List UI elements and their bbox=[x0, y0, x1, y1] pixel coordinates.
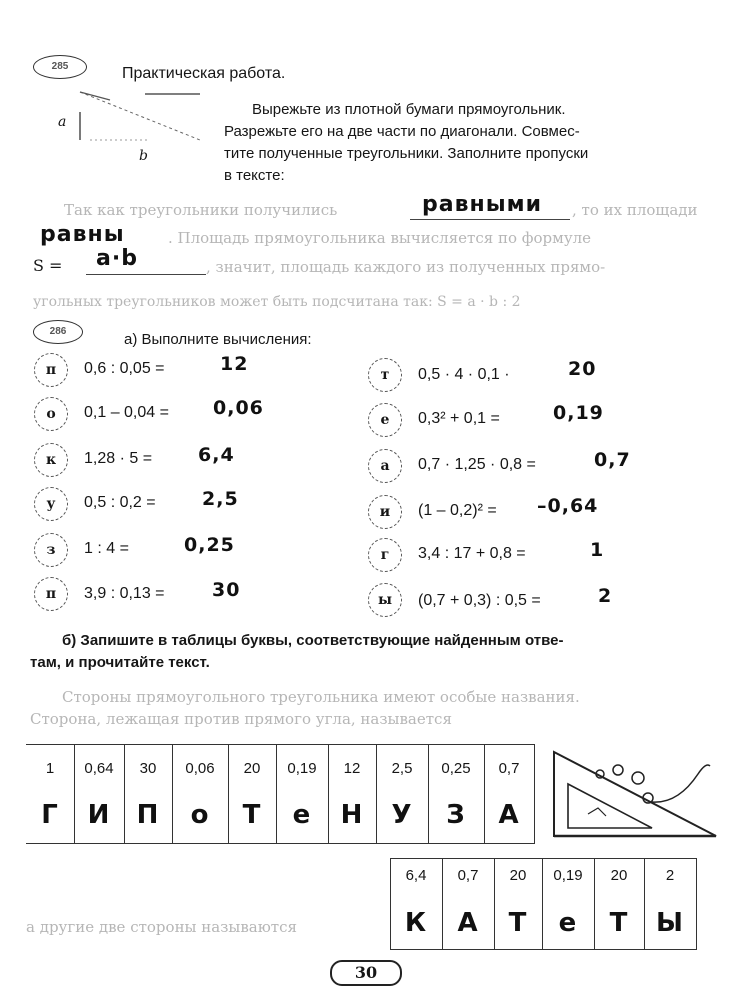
rectangle-diagram bbox=[50, 80, 220, 170]
answer: –0,64 bbox=[537, 495, 599, 517]
table-number: 12 bbox=[343, 760, 361, 777]
text-b-line-3: а другие две стороны называются bbox=[26, 918, 297, 936]
letter-badge: у bbox=[34, 487, 68, 521]
table-letter: А bbox=[457, 908, 479, 938]
table-number: 0,64 bbox=[84, 760, 114, 777]
part-b-line-1: б) Запишите в таблицы буквы, соответствующие найденным отве- bbox=[62, 632, 564, 649]
table-line bbox=[26, 843, 534, 844]
answer: 0,06 bbox=[213, 397, 264, 419]
expression: 3,4 : 17 + 0,8 = bbox=[418, 545, 526, 562]
page-number: 30 bbox=[354, 963, 378, 982]
letter-badge: г bbox=[368, 538, 402, 572]
table-letter: е bbox=[558, 908, 578, 938]
table-letter: Т bbox=[242, 800, 262, 830]
table-number: 2 bbox=[665, 867, 675, 884]
table-divider bbox=[534, 744, 535, 844]
letter-badge: к bbox=[34, 443, 68, 477]
instruction-line-1: Вырежьте из плотной бумаги прямоугольник. bbox=[252, 101, 566, 118]
answer-formula: a·b bbox=[96, 246, 138, 271]
text-b-line-1: Стороны прямоугольного треугольника имеют особые названия. bbox=[62, 688, 580, 706]
table-number: 0,7 bbox=[498, 760, 520, 777]
task-number: 285 bbox=[51, 61, 69, 72]
answer: 2 bbox=[598, 585, 613, 607]
expression: 1,28 · 5 = bbox=[84, 450, 153, 467]
instruction-line-2: Разрежьте его на две части по диагонали. Совмес- bbox=[224, 123, 580, 140]
set-square-illustration bbox=[548, 744, 724, 840]
answer: 0,25 bbox=[184, 534, 235, 556]
table-number: 1 bbox=[45, 760, 55, 777]
table-number: 20 bbox=[243, 760, 261, 777]
table-number: 2,5 bbox=[391, 760, 413, 777]
table-letter: А bbox=[498, 800, 520, 830]
table-letter: е bbox=[292, 800, 312, 830]
answer: 12 bbox=[220, 353, 249, 375]
table-divider bbox=[696, 858, 697, 950]
letter-badge: ы bbox=[368, 583, 402, 617]
expression: 3,9 : 0,13 = bbox=[84, 585, 165, 602]
fill-text-line-4: угольных треугольников может быть подсчитана так: S = a · b : 2 bbox=[33, 294, 521, 310]
table-line bbox=[390, 949, 696, 950]
table-number: 30 bbox=[139, 760, 157, 777]
expression: 1 : 4 = bbox=[84, 540, 129, 557]
table-letter: З bbox=[446, 800, 466, 830]
fill-text-line-1-end: , то их площади bbox=[572, 201, 698, 219]
fill-text-line-3: , значит, площадь каждого из полученных прямо- bbox=[206, 258, 606, 276]
side-a-label: a bbox=[58, 114, 67, 130]
fill-text-line-1: Так как треугольники получились bbox=[64, 201, 338, 219]
table-letter: И bbox=[87, 800, 111, 830]
expression: 0,5 · 4 · 0,1 · bbox=[418, 366, 510, 383]
table-number: 0,7 bbox=[457, 867, 479, 884]
table-letter: о bbox=[190, 800, 210, 830]
answer: 2,5 bbox=[202, 488, 239, 510]
table-number: 20 bbox=[610, 867, 628, 884]
blank-line bbox=[410, 219, 570, 220]
fill-text-line-2: . Площадь прямоугольника вычисляется по формуле bbox=[168, 229, 592, 247]
part-a-heading: а) Выполните вычисления: bbox=[124, 331, 312, 348]
side-b-label: b bbox=[139, 148, 148, 164]
page-number-badge bbox=[330, 960, 402, 986]
letter-badge: п bbox=[34, 577, 68, 611]
expression: 0,3² + 0,1 = bbox=[418, 410, 500, 427]
table-letter: Т bbox=[609, 908, 629, 938]
table-letter: У bbox=[391, 800, 413, 830]
table-number: 0,25 bbox=[441, 760, 471, 777]
letter-badge: о bbox=[34, 397, 68, 431]
letter-badge: и bbox=[368, 495, 402, 529]
table-number: 0,19 bbox=[553, 867, 583, 884]
text-b-line-2: Сторона, лежащая против прямого угла, называется bbox=[30, 710, 452, 728]
letter-badge: а bbox=[368, 449, 402, 483]
answer-equal-triangles: равными bbox=[422, 192, 543, 217]
table-letter: Т bbox=[508, 908, 528, 938]
answer-equal-areas: равны bbox=[40, 222, 125, 247]
instruction-line-3: тите полученные треугольники. Заполните пропуски bbox=[224, 145, 589, 162]
answer: 0,7 bbox=[594, 449, 631, 471]
answer: 1 bbox=[590, 539, 605, 561]
answer: 6,4 bbox=[198, 444, 235, 466]
part-b-line-2: там, и прочитайте текст. bbox=[30, 654, 210, 671]
table-line bbox=[26, 744, 534, 745]
table-letter: Г bbox=[41, 800, 59, 830]
formula-start: S = bbox=[33, 256, 63, 275]
letter-badge: з bbox=[34, 533, 68, 567]
answer: 0,19 bbox=[553, 402, 604, 424]
blank-line bbox=[86, 274, 206, 275]
expression: (0,7 + 0,3) : 0,5 = bbox=[418, 592, 541, 609]
table-number: 0,19 bbox=[287, 760, 317, 777]
expression: 0,5 : 0,2 = bbox=[84, 494, 156, 511]
table-number: 20 bbox=[509, 867, 527, 884]
table-number: 6,4 bbox=[405, 867, 427, 884]
table-letter: Н bbox=[340, 800, 364, 830]
letter-badge: т bbox=[368, 358, 402, 392]
letter-badge: е bbox=[368, 403, 402, 437]
table-number: 0,06 bbox=[185, 760, 215, 777]
expression: 0,1 – 0,04 = bbox=[84, 404, 169, 421]
task-number-badge bbox=[33, 55, 87, 79]
expression: 0,6 : 0,05 = bbox=[84, 360, 165, 377]
expression: 0,7 · 1,25 · 0,8 = bbox=[418, 456, 536, 473]
letter-badge: п bbox=[34, 353, 68, 387]
task-number: 286 bbox=[49, 326, 67, 337]
task-number-badge bbox=[33, 320, 83, 344]
answer: 20 bbox=[568, 358, 597, 380]
table-letter: П bbox=[136, 800, 160, 830]
table-letter: Ы bbox=[656, 908, 684, 938]
table-line bbox=[390, 858, 696, 859]
instruction-line-4: в тексте: bbox=[224, 167, 285, 184]
expression: (1 – 0,2)² = bbox=[418, 502, 497, 519]
task-title: Практическая работа. bbox=[122, 65, 286, 82]
table-letter: К bbox=[404, 908, 428, 938]
answer: 30 bbox=[212, 579, 241, 601]
